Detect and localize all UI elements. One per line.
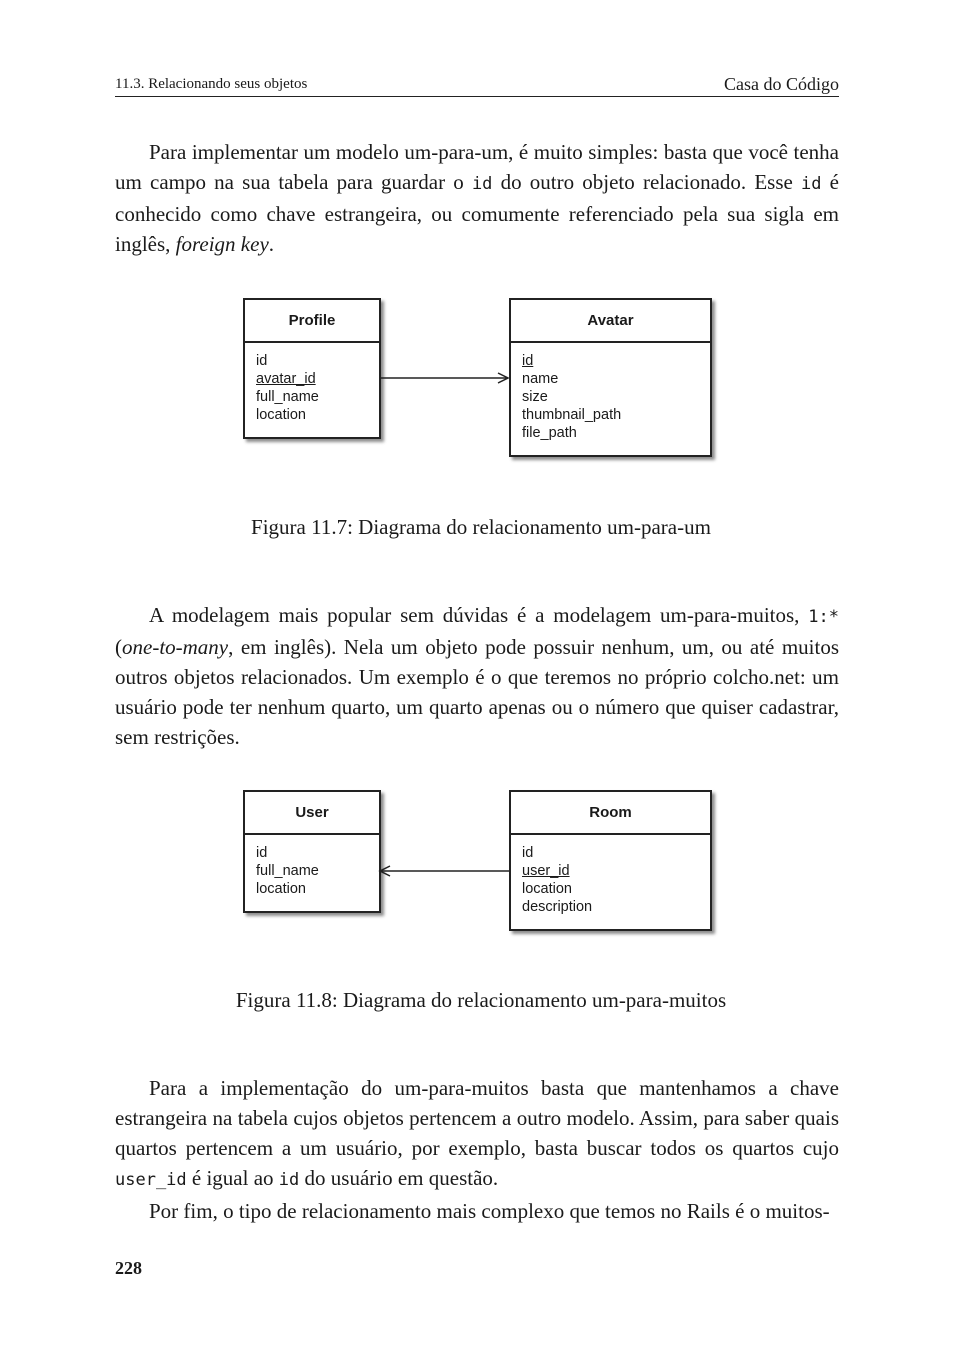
field: location (256, 881, 306, 897)
figure-caption: Figura 11.8: Diagrama do relacionamento um-para-muitos (235, 988, 727, 1012)
code-id: id (278, 1170, 300, 1190)
field: size (522, 389, 548, 405)
section-title: 11.3. Relacionando seus objetos (115, 76, 308, 92)
field-foreign-key: avatar_id (256, 371, 316, 387)
code-id: id (471, 174, 493, 194)
code-user-id: user_id (115, 1170, 187, 1190)
arrow-profile-to-avatar (379, 373, 508, 383)
field: id (256, 353, 268, 369)
entity-title: User (245, 792, 379, 835)
term-one-to-many: one-to-many (122, 635, 229, 659)
publisher-name: Casa do Código (724, 74, 839, 94)
field: location (522, 881, 572, 897)
field-primary-key: id (522, 353, 534, 369)
paragraph-many-to-many-intro: Por fim, o tipo de relacionamento mais complexo que temos no Rails é o muitos- (149, 1199, 830, 1223)
entity-title: Avatar (511, 300, 710, 343)
code-id: id (801, 174, 822, 194)
field: file_path (522, 425, 577, 441)
field: name (522, 371, 559, 387)
field: thumbnail_path (522, 407, 622, 423)
field: description (522, 899, 593, 915)
paragraph-one-to-many: A modelagem mais popular sem dúvidas é a modelagem um-para-muitos, 1:* (one-to-many, em inglês). Nela um objeto pode possuir nenhum, um, ou até muitos outros objetos relacionados. Um exemplo é o que teremos no próprio colcho.net: um usuário pode ter nenhum quarto, um quarto apenas ou o número que quiser cadastrar, sem restrições. (115, 603, 839, 749)
paragraph-implementation: Para a implementação do um-para-muitos basta que mantenhamos a chave estrangeira na tabela cujos objetos pertencem a outro modelo. Assim, para saber quais quartos pertencem a um usuário, por exemplo, basta buscar todos os quartos cujo user_id é igual ao id do usuário em questão. (115, 1076, 839, 1190)
field: id (256, 845, 268, 861)
field: id (522, 845, 534, 861)
figure-caption: Figura 11.7: Diagrama do relacionamento um-para-um (251, 515, 711, 539)
field-foreign-key: user_id (522, 863, 570, 879)
field: full_name (256, 863, 319, 879)
code-cardinality: 1:* (808, 607, 839, 627)
paragraph-one-to-one: Para implementar um modelo um-para-um, é muito simples: basta que você tenha um campo na sua tabela para guardar o id do outro objeto relacionado. Esse id é conhecido como chave estrangeira, ou comumente referenciado pela sua sigla em inglês, foreign key. (115, 140, 839, 256)
field: full_name (256, 389, 319, 405)
arrow-room-to-user (380, 866, 509, 876)
entity-title: Room (511, 792, 710, 835)
field: location (256, 407, 306, 423)
page-number: 228 (115, 1258, 142, 1278)
term-foreign-key: foreign key (175, 232, 269, 256)
entity-title: Profile (245, 300, 379, 343)
